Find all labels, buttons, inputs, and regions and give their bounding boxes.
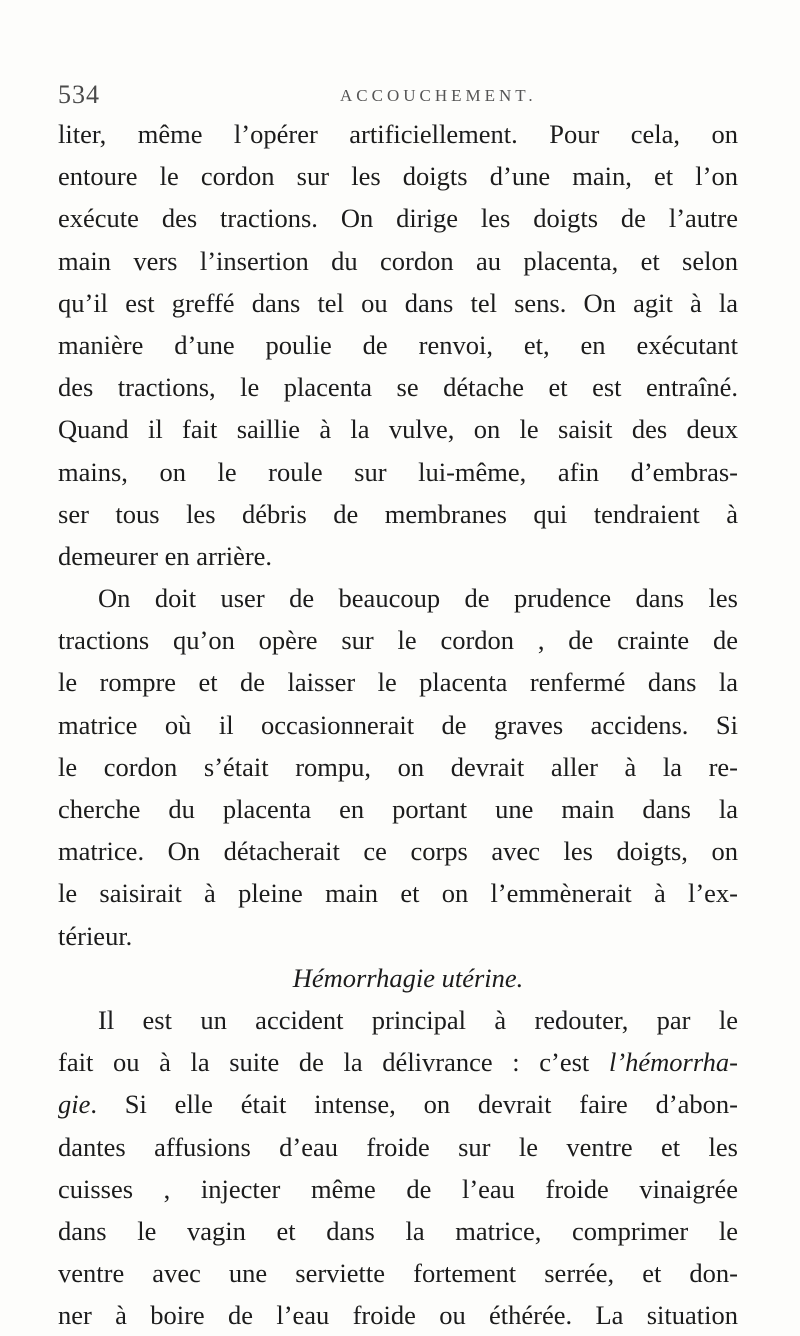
text-line: manière d’une poulie de renvoi, et, en exécutant [58,329,738,360]
running-head [58,80,738,110]
text-fragment: fait ou à la suite de la délivrance : c’est [58,1047,609,1078]
text-line: Quand il fait saillie à la vulve, on le saisit des deux [58,414,738,445]
text-line: dantes affusions d’eau froide sur le ventre et les [58,1131,738,1162]
text-line: cherche du placenta en portant une main dans la [58,794,738,824]
running-title: ACCOUCHEMENT. [340,86,537,105]
text-line: mains, on le roule sur lui-même, afin d’embras- [58,456,738,487]
text-line: le rompre et de laisser le placenta renfermé dans la [58,667,738,698]
text-line [58,1083,738,1125]
text-line: entoure le cordon sur les doigts d’une main, et l’on [58,161,738,192]
page-number: 534 [58,80,100,109]
text-line: tractions qu’on opère sur le cordon , de crainte de [58,625,738,656]
text-line: matrice où il occasionnerait de graves accidens. Si [58,709,738,740]
section-heading: Hémorrhagie utérine. [292,962,524,993]
text-line: le cordon s’était rompu, on devrait aller à la re- [58,751,738,782]
text-line: ventre avec une serviette fortement serrée, et don- [58,1258,738,1289]
italic-term: l’hémorrha- [608,1047,738,1078]
italic-term: gie [58,1089,91,1120]
text-line: cuisses , injecter même de l’eau froide vinaigrée [58,1173,738,1204]
text-line: Il est un accident principal à redouter, par le [98,1004,738,1035]
body-text [58,113,738,1336]
text-line [58,1041,738,1083]
text-line: dans le vagin et dans la matrice, comprimer le [58,1215,738,1246]
text-line: liter, même l’opérer artificiellement. Pour cela, on [58,119,738,149]
text-line: demeurer en arrière. [58,540,273,571]
text-line: ner à boire de l’eau froide ou éthérée. La situation [58,1300,738,1331]
text-fragment: . Si elle était intense, on devrait faire d’abon- [90,1089,738,1120]
text-line: le saisirait à pleine main et on l’emmènerait à l’ex- [58,878,738,909]
text-line: ser tous les débris de membranes qui tendraient à [58,498,738,529]
text-line: exécute des tractions. On dirige les doigts de l’autre [58,203,738,234]
text-line: des tractions, le placenta se détache et est entraîné. [58,372,738,403]
text-line: matrice. On détacherait ce corps avec les doigts, on [58,836,738,867]
text-line: On doit user de beaucoup de prudence dans les [98,583,738,614]
text-line: main vers l’insertion du cordon au placenta, et selon [58,245,738,276]
text-line: térieur. [58,920,133,951]
text-line: qu’il est greffé dans tel ou dans tel sens. On agit à la [58,287,738,318]
